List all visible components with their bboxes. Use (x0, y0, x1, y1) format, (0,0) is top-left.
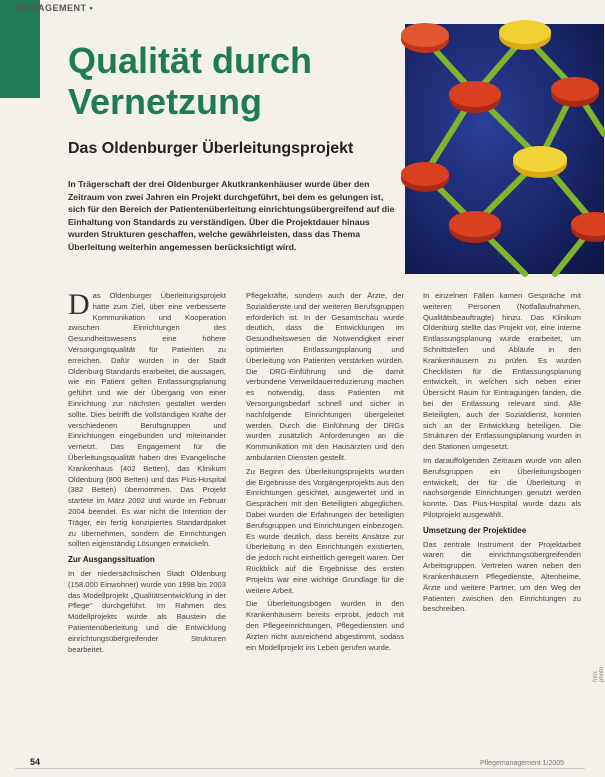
footer-divider (15, 768, 585, 769)
subheading-umsetzung: Umsetzung der Projektidee (423, 525, 527, 535)
body-column-3 (423, 291, 581, 618)
subheading-ausgangssituation: Zur Ausgangssituation (68, 555, 155, 565)
body-column-2 (246, 291, 404, 656)
network-photo (405, 24, 604, 274)
network-model-illustration (405, 24, 604, 274)
title-line-1: Qualität durch (68, 40, 313, 81)
article-subtitle: Das Oldenburger Überleitungsprojekt (68, 140, 354, 157)
article-title (68, 40, 312, 122)
article-body (68, 288, 593, 749)
page-number: 54 (30, 757, 41, 767)
article-lead: In Trägerschaft der drei Oldenburger Akutkrankenhäuser wurde über den Zeitraum von zwei Jahren ein Projekt durchgeführt, bei dem es gelungen ist, sich für den Bereich der Patientenüberleitung einrichtungsübergreifend auf die Einhaltung von Standards zu verständigen. Über die Projektdauer hinaus wurden Strukturen geschaffen, welche gewährleisten, dass das Thema Überleitung weiterhin angemessen berücksichtigt wird. (68, 179, 395, 252)
footer-source: Pflegemanagement 1/2005 (480, 760, 565, 767)
drop-cap: D (68, 288, 90, 321)
body-paragraph: In einzelnen Fällen kamen Gespräche mit weiteren Personen (Notfallaufnahmen, Qualitätsbeauftragte) hinzu. Das Klinikum Oldenburg stellte das Projekt vor, eine interne Entlassungsplanung wurde erarbeitet, um Schnittstellen und Abläufe in den Krankenhäusern zu prüfen. Es wurden Checklisten für die Entlassungsplanung entwickelt, in welchen sich neben einer Übersicht Raum für Eintragungen fanden, die bei der Entlassung relevant sind. Alle Beteiligten, auch der Sozialdienst, konnten sich an der Entwicklung beteiligen. Die Strukturen der Entlassungsplanung wurden in den Stationen umgesetzt. (423, 291, 581, 452)
body-paragraph: Das zentrale Instrument der Projektarbeit waren die einrichtungsübergreifenden Arbeitsgruppen. Vertreten waren neben den Krankenhäusern Pflegedienste, Altenheime, Ärzte und weitere Partner, um den Weg der Patienten zwischen den Einrichtungen zu beschreiben. (423, 539, 581, 614)
section-label: MANAGEMENT • (16, 3, 94, 13)
title-line-2: Vernetzung (68, 81, 263, 122)
body-column-1 (68, 288, 226, 658)
body-paragraph: Die Überleitungsbögen wurden in den Krankenhäusern bereits erprobt, jedoch mit den Pflegeeinrichtungen, Pflegediensten und Ärzten nicht ausreichend abgestimmt, sodass ein Modellprojekt ins Leben gerufen wurde. (246, 599, 404, 652)
body-paragraph: Pflegekräfte, sondern auch der Ärzte, der Sozialdienste und der weiteren Berufsgruppen erforderlich ist. In der Gesamtschau wurde deutlich, dass die Entwicklungen im Gesundheitswesen die Notwendigkeit einer optimierten Entlassungsplanung und Überleitung von Patienten verstärken würden. Die DRG-Einführung und die damit verbundene Verweildauerreduzierung machen es notwendig, dass Patienten mit Versorgungsbedarf schnell und sicher in nachfolgende Einrichtungen übergeleitet werden. Durch die Einführung der DRGs wurden zusätzlich Anforderungen an die Kommunikation mit den Hausärzten und den ambulanten Diensten gestellt. (246, 291, 404, 462)
body-paragraph: Zu Beginn des Überleitungsprojekts wurden die Ergebnisse des Vorgängerprojekts aus den Einrichtungen gesichtet, ausgewertet und in Gesprächen mit den Beteiligten abgeglichen. Dabei wurden die Erfahrungen der beteiligten Berufsgruppen und Einrichtungen einbezogen. Es wurde deutlich, dass bereits Ansätze zur Überleitung in den Einrichtungen existierten, die jedoch nicht einheitlich geregelt waren. Der Rückblick auf die Ergebnisse des ersten Projekts war eine wichtige Grundlage für die weitere Arbeit. (246, 466, 404, 595)
body-paragraph: In der niedersächsischen Stadt Oldenburg (158.000 Einwohner) wurde von 1998 bis 2003 das Modellprojekt „Qualitätsentwicklung in der Pflege“ durchgeführt. Im Rahmen des Modellprojekts wurde als Baustein die Patientenüberleitung und die Entwicklung einrichtungsübergreifender Strukturen bearbeitet. (68, 568, 226, 654)
photo-credit: foto: photo (593, 666, 605, 682)
body-paragraph: Das Oldenburger Überleitungsprojekt hatte zum Ziel, über eine verbesserte Kommunikation und Kooperation zwischen Einrichtungen des Gesundheitswesens eine höhere Versorgungsqualität für Patienten zu erreichen. Dafür wurden in der Stadt Oldenburg Standards erarbeitet, die aussagen, wie ein Patient gelten Entlassungsplanung geführt und wie der Übergang von einer Einrichtung zur nächsten gestaltet werden sollte. Dies betrifft die vollständigen Kräfte der verschiedenen Berufsgruppen und Einrichtungen eingebunden und miteinander vernetzt. Das Engagement für die Überleitungsqualität haben drei Evangelische Krankenhaus (402 Betten), das Klinikum Oldenburg (800 Betten) und das Pius-Hospital (382 Betten) übernommen. Das Projekt startete im März 2002 und wurde im Februar 2004 beendet. Es war nicht die Intention der Träger, ein fertig konzipiertes Standardpaket zu übernehmen, sondern die Einrichtungen sollten eigenständig Lösungen entwickeln. (68, 288, 226, 549)
body-paragraph: Im darauffolgenden Zeitraum wurde von allen Berufsgruppen ein Überleitungsbogen entwickelt, der für die Überleitung in nachsorgende Einrichtungen genutzt werden konnte. Das Pius-Hospital wurde dazu als Pilotprojekt ausgewählt. (423, 455, 581, 519)
section-color-strip (0, 0, 40, 98)
